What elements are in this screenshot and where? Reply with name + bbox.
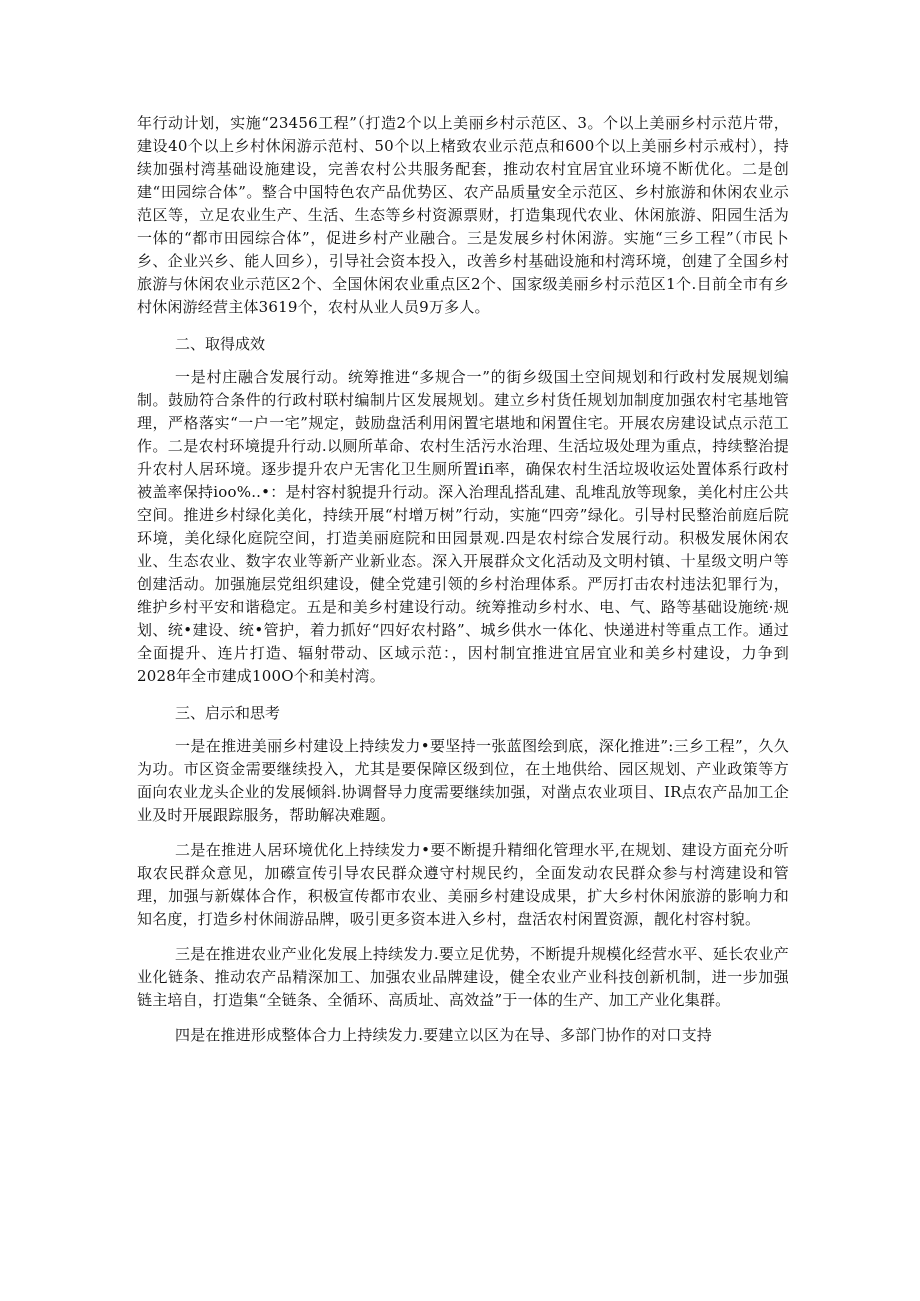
paragraph-reflection-1: 一是在推进美丽乡村建设上持续发力•要坚持一张蓝图绘到底，深化推进”:三乡工程”，久久为功。市区资金需要继续投入，尤其是要保障区级到位，在土地供给、园区规划、产业政策等方面向农业龙头企业的发展倾斜.协调督导力度需要继续加强，对凿点农业项目、IR点农产品加工企业及时开展跟踪服务，帮助解决难题。 bbox=[137, 737, 789, 824]
paragraph-plan-continuation: 年行动计划，实施“23456工程”（打造2个以上美丽乡村示范区、3。个以上美丽乡村示范片带，建设40个以上乡村休闲游示范村、50个以上楮致农业示范点和600个以上美丽乡村示戒村），持续加强村湾基础设施建设，完善农村公共服务配套，推动农村宜居宜业环境不断优化。二是创建“田园综合体”。整合中国特色农产品优势区、农产品质量安全示范区、乡村旅游和休闲农业示范区等，立足农业生产、生活、生态等乡村资源票财，打造集现代农业、休闲旅游、阳园生活为一体的“都市田园综合体”，促进乡村产业融合。三是发展乡村休闲游。实施“三乡工程”（市民卜乡、企业兴乡、能人回乡），引导社会资本投入，改善乡村基础设施和村湾环境，创建了全国乡村旅游与休闲农业示范区2个、全国休闲农业重点区2个、国家级美丽乡村示范区1个.目前全市有乡村休闲游经营主体3619个，农村从业人员9万多人。 bbox=[137, 114, 789, 316]
paragraph-reflection-2: 二是在推进人居环境优化上持续发力•要不断提升精细化管理水平,在规划、建设方面充分听取农民群众意见，加礤宣传引导农民群众遵守村规民约，全面发动农民群众参与村湾建设和管理，加强与新媒体合作，积极宣传都市农业、美丽乡村建设成果，扩大乡村休闲旅游的影响力和知名度，打造乡村休闹游品牌，吸引更多资本进入乡村，盘活农村闲置资源，靓化村容村貌。 bbox=[137, 841, 789, 928]
paragraph-results: 一是村庄融合发展行动。统筹推进“多规合一”的街乡级国土空间规划和行政村发展规划编制。鼓励符合条件的行政村联村编制片区发展规划。建立乡村货任规划加制度加强农村宅基地管理，严格落实“一户一宅”规定，鼓励盘活利用闲置宅堪地和闲置住宅。开展农房建设试点示范工作。二是农村环境提升行动.以厕所革命、农村生活污水治理、生活垃圾处理为重点，持续整治提升农村人居环境。逐步提升农户无害化卫生厕所置ifi率，确保农村生活垃圾收运处置体系行政村被盖率保持ioo%..•：是村容村貌提升行动。深入治理乱搭乱建、乱堆乱放等现象，美化村庄公共空间。推进乡村绿化美化，持续开展“村增万树”行动，实施“四旁”绿化。引导村民整治前庭后院环境，美化绿化庭院空间，打造美丽庭院和田园景观.四是农村综合发展行动。积极发展休闲农业、生态农业、数字农业等新产业新业态。深入开展群众文化活动及文明村镇、十星级文明户等创建活动。加强施层党组织建设，健全党建引领的乡村治理体系。严厉打击农村违法犯罪行为，维护乡村平安和谐稳定。五是和美乡村建设行动。统筹推动乡村水、电、气、路等基础设施统·规划、统•建设、统•管护，着力抓好“四好农村路”、城乡供水一体化、快递进村等重点工作。通过全面提升、连片打造、辐射带动、区域示范：，因村制宜推进宜居宜业和美乡村建设，力争到2028年全市建成100O个和美村湾。 bbox=[137, 368, 789, 685]
section-heading-reflections: 三、启示和思考 bbox=[175, 704, 281, 722]
section-heading-results: 二、取得成效 bbox=[175, 335, 266, 353]
document-body bbox=[137, 112, 789, 1047]
paragraph-reflection-3: 三是在推进农业产业化发展上持续发力.要立足优势，不断提升规模化经营水平、延长农业产业化链条、推动农产品精深加工、加强农业品牌建设，健全农业产业科技创新机制，进一步加强链主培自，打造集“全链条、全循环、高质址、高效益”于一体的生产、加工产业化集群。 bbox=[137, 945, 789, 1009]
paragraph-reflection-4: 四是在推进形成整体合力上持续发力.要建立以区为在导、多部门协作的对口支持 bbox=[175, 1026, 712, 1044]
